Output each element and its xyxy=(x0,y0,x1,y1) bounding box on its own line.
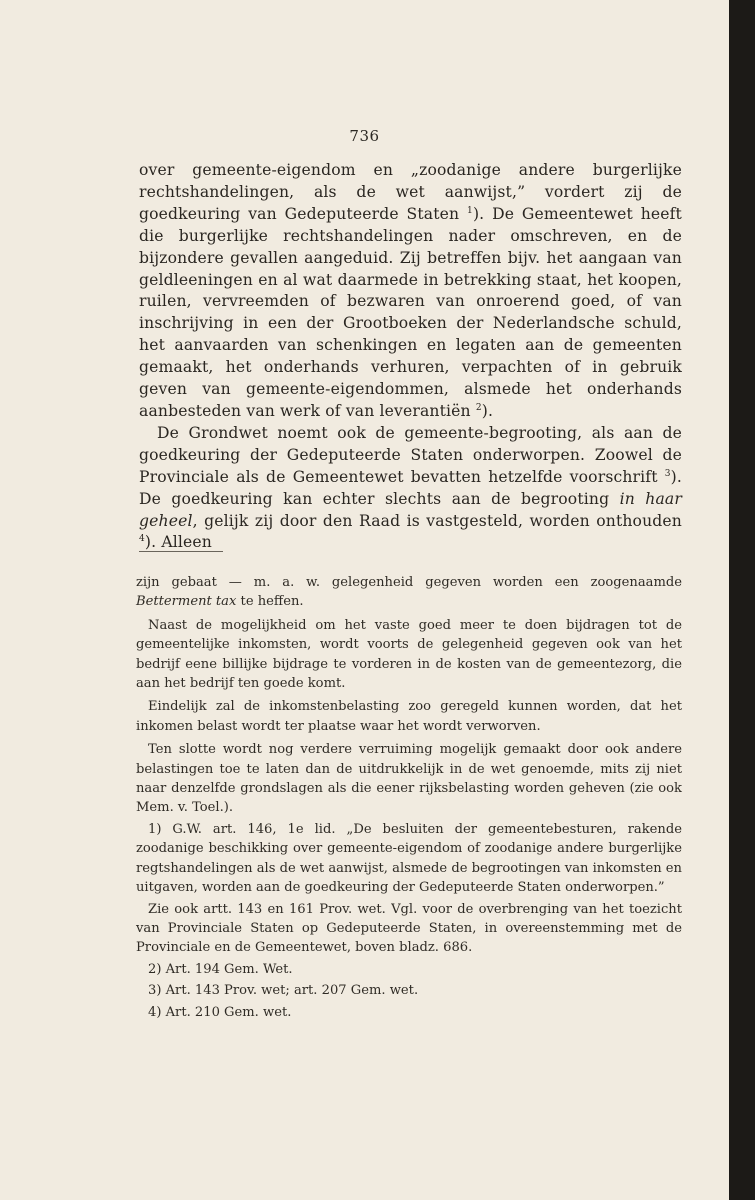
paragraph-1-text-a: over gemeente-eigendom en „zoodanige andere burgerlijke rechtshandelingen, als de wet aanwijst,” vordert zij de goedkeuring van Gedeputeerde Staten xyxy=(139,161,682,223)
main-text xyxy=(139,160,682,554)
footnote-paragraph: Ten slotte wordt nog verdere verruiming mogelijk gemaakt door ook andere belastingen toe te laten dan de uitdrukkelijk in de wet genoemde, mits zij niet naar denzelfde grondslagen als die eener rijksbelasting worden geheven (zie ook Mem. v. Toel.). xyxy=(136,742,682,816)
footnote-paragraph: Eindelijk zal de inkomstenbelasting zoo geregeld kunnen worden, dat het inkomen belast wordt ter plaatse waar het wordt verworven. xyxy=(136,699,682,734)
footnote-continuation xyxy=(136,573,682,612)
paragraph-2 xyxy=(139,423,682,554)
footnote-divider xyxy=(139,551,223,552)
footnote-continuation-b: te heffen. xyxy=(236,594,304,610)
footnote-paragraph: Naast de mogelijkheid om het vaste goed meer te doen bijdragen tot de gemeentelijke inkomsten, wordt voorts de gelegenheid gegeven ook van het bedrijf eene billijke bijdrage te vorderen in de kosten van de gemeentezorg, die aan het bedrijf ten goede komt. xyxy=(136,617,682,692)
emphasis-text: in haar geheel xyxy=(139,489,682,530)
paragraph-1-text-c: . xyxy=(487,401,494,420)
footnote-continuation-a: zijn gebaat — m. a. w. gelegenheid gegeven worden een zoogenaamde xyxy=(136,575,682,590)
ref-paren: ) xyxy=(670,467,677,486)
page-number: 736 xyxy=(349,127,380,145)
footnote-1-continued: Zie ook artt. 143 en 161 Prov. wet. Vgl. voor de overbrenging van het toezicht van Provinciale Staten op Gedeputeerde Staten, in overeenstemming met de Provinciale en de Gemeentewet, boven bladz. 686. xyxy=(136,901,682,956)
footnote-ref-1: 1 xyxy=(467,205,473,216)
footnote-ref-3: 3 xyxy=(664,468,671,479)
ref-paren: ) xyxy=(472,204,480,223)
paragraph-2-text-c: , gelijk zij door den Raad is vastgesteld, worden onthouden xyxy=(192,511,682,530)
footnote-4: 4) Art. 210 Gem. wet. xyxy=(148,1004,292,1020)
footnote-italic: Betterment tax xyxy=(136,594,237,610)
scan-edge xyxy=(729,0,755,1200)
footnote-3: 3) Art. 143 Prov. wet; art. 207 Gem. wet. xyxy=(148,983,419,999)
ref-paren: ) xyxy=(481,401,488,420)
paragraph-1-text-b: . De Gemeentewet heeft die burgerlijke rechtshandelingen nader omschreven, en de bijzondere gevallen aangeduid. Zij betreffen bijv. het aangaan van geldleeningen en al wat daarmede in betrekking staat, het koopen, ruilen, vervreemden of bezwaren van onroerend goed, of van inschrijving in een der Grootboeken der Nederlandsche schuld, het aanvaarden van schenkingen en legaten aan de gemeenten gemaakt, het onderhands verhuren, verpachten of in gebruik geven van gemeente-eigendommen, alsmede het onderhands aanbesteden van werk of van leverantiën xyxy=(139,204,682,420)
footnotes xyxy=(136,573,682,1022)
footnote-ref-4: 4 xyxy=(139,534,145,545)
paragraph-1 xyxy=(139,160,682,423)
footnote-1: 1) G.W. art. 146, 1e lid. „De besluiten der gemeentebesturen, rakende zoodanige beschikking over gemeente-eigendom of zoodanige andere burgerlijke regtshandelingen als de wet aanwijst, alsmede de begrootingen van inkomsten en uitgaven, worden aan de goedkeuring der Gedeputeerde Staten onderworpen.” xyxy=(136,821,682,896)
footnote-ref-2: 2 xyxy=(475,402,482,413)
footnote-2: 2) Art. 194 Gem. Wet. xyxy=(148,961,293,977)
paragraph-2-text-b: . De goedkeuring kan echter slechts aan de begrooting xyxy=(139,467,682,508)
paragraph-2-text-d: ). Alleen xyxy=(144,533,212,552)
paragraph-2-text-a: De Grondwet noemt ook de gemeente-begrooting, als aan de goedkeuring der Gedeputeerde Staten onderworpen. Zoowel de Provinciale als de Gemeentewet bevatten hetzelfde voorschrift xyxy=(139,423,682,486)
